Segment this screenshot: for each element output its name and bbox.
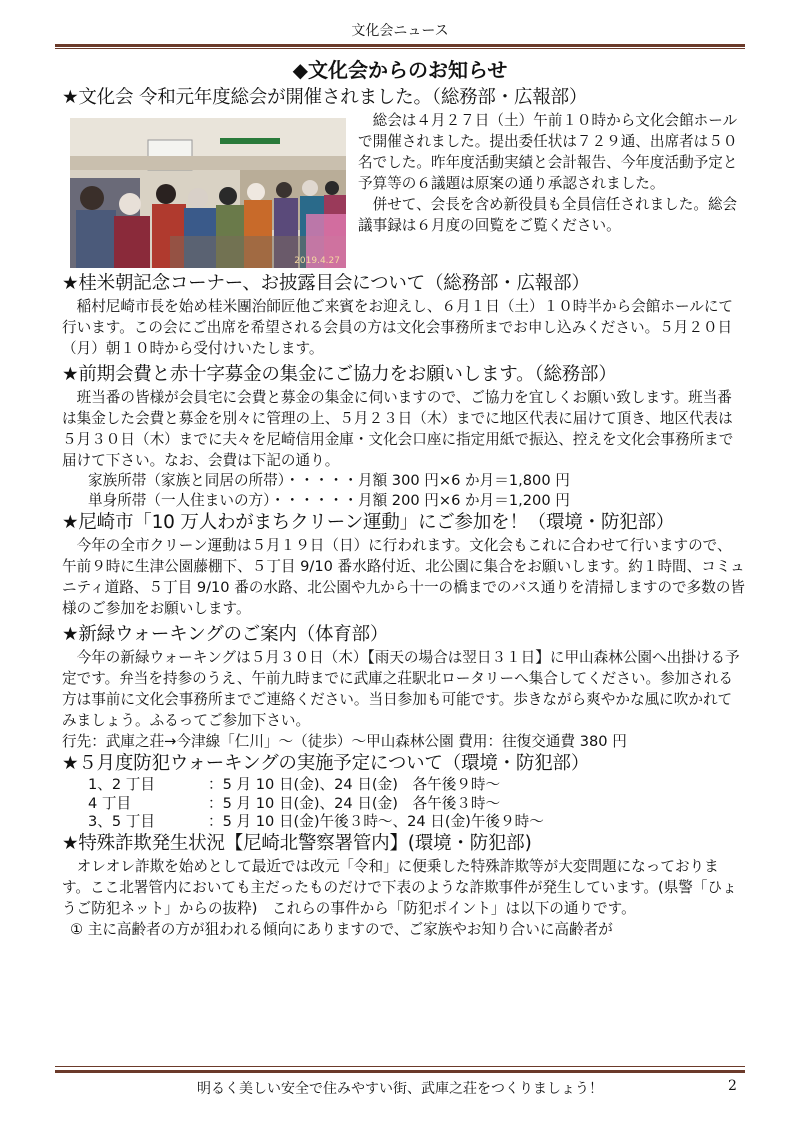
meeting-photo — [70, 118, 346, 268]
footer-rule-thin — [55, 1066, 745, 1067]
meeting-photo-image — [70, 118, 346, 268]
prevention-point-1: ① 主に高齢者の方が狙われる傾向にありますので、ご家族やお知り合いに高齢者が — [70, 920, 613, 938]
section-fraud-status — [62, 832, 746, 940]
footer-slogan: 明るく美しい安全で住みやすい街、武庫之荘をつくりましょう！ — [197, 1081, 603, 1097]
schedule-row — [62, 776, 746, 795]
section-paragraph: 総会は４月２７日（土）午前１０時から文化会館ホールで開催されました。提出委任状は７２９通、出席者は５０名でした。昨年度活動実績と会計報告、今年度活動予定と予算等の６議題は原案の通り承認されました。 — [358, 112, 738, 192]
section-paragraph: 班当番の皆様が会員宅に会費と募金の集金に伺いますので、ご協力を宜しくお願い致します。班当番は集金した会費と募金を別々に管理の上、５月２３日（木）までに地区代表に届けて頂き、地区代表は５月３０日（木）までに夫々を尼崎信用金庫・文化会口座に指定用紙で振込、控えを文化会事務所まで届けて下さい。なお、会費は下記の通り。 — [62, 389, 734, 469]
fee-family: 家族所帯（家族と同居の所帯）・・・・・月額 300 円×6 か月＝1,800 円 — [88, 472, 570, 489]
schedule-area: 3、5 丁目 — [88, 813, 155, 830]
section-beicho-corner — [62, 272, 746, 359]
section-heading: ★桂米朝記念コーナー、お披露目会について（総務部・広報部） — [62, 273, 590, 294]
section-paragraph: 今年の新緑ウォーキングは５月３０日（木）【雨天の場合は翌日３１日】に甲山森林公園へ出掛ける予定です。弁当を持参のうえ、午前九時までに武庫之荘駅北ロータリーへ集合してください。参加される方は事前に文化会事務所までご連絡ください。当日参加も可能です。歩きながら爽やかな風に吹かれてみましょう。ふるってご参加下さい。 — [62, 649, 740, 729]
section-heading: ★尼崎市「10 万人わがまちクリーン運動」にご参加を！（環境・防犯部） — [62, 512, 675, 533]
section-paragraph: オレオレ詐欺を始めとして最近では改元「令和」に便乗した特殊詐欺等が大変問題になっております。ここ北署管内においても主だったものだけで下表のような詐欺事件が発生しています。(県警「ひょうご防犯ネット」からの抜粋) これらの事件から「防犯ポイント」は以下の通りです。 — [62, 857, 737, 917]
section-paragraph: 稲村尼崎市長を始め桂米團治師匠他ご来賓をお迎えし、６月１日（土）１０時半から会館ホールにて行います。この会にご出席を希望される会員の方は文化会事務所までお申し込みください。５月２０日（月）朝１０時から受付けいたします。 — [62, 298, 734, 357]
page-title: ◆文化会からのお知らせ — [292, 58, 508, 82]
schedule-time: ：5 月 10 日(金)午後３時～、24 日(金)午後９時～ — [208, 813, 544, 830]
section-clean-campaign — [62, 511, 746, 619]
section-membership-fees — [62, 363, 746, 511]
section-heading: ★５月度防犯ウォーキングの実施予定について（環境・防犯部） — [62, 753, 590, 774]
section-general-meeting — [62, 86, 746, 272]
schedule-time: ：5 月 10 日(金)、24 日(金) 各午後３時～ — [208, 794, 501, 812]
section-patrol-walking — [62, 752, 746, 832]
patrol-schedule — [62, 776, 746, 832]
page-number: 2 — [728, 1078, 737, 1094]
section-heading: ★前期会費と赤十字募金の集金にご協力をお願いします。（総務部） — [62, 364, 617, 385]
schedule-area: 4 丁目 — [88, 794, 132, 812]
section-heading: ★文化会 令和元年度総会が開催されました。（総務部・広報部） — [62, 87, 588, 108]
section-heading: ★新緑ウォーキングのご案内（体育部） — [62, 624, 389, 645]
schedule-row — [62, 813, 746, 832]
walking-route: 行先：武庫之荘→今津線「仁川」～（徒歩）～甲山森林公園 費用：往復交通費 380 円 — [62, 733, 627, 750]
schedule-time: ：5 月 10 日(金)、24 日(金) 各午後９時～ — [208, 776, 501, 793]
header-rule-thin — [55, 48, 745, 49]
section-heading: ★特殊詐欺発生状況【尼崎北警察署管内】(環境・防犯部) — [62, 832, 532, 854]
section-walking — [62, 623, 746, 752]
newsletter-title: 文化会ニュース — [351, 23, 449, 39]
header-rule — [55, 44, 745, 47]
article-body — [62, 86, 746, 940]
footer-rule — [55, 1070, 745, 1073]
section-paragraph: 併せて、会長を含め新役員も全員信任されました。総会議事録は６月度の回覧をご覧ください。 — [358, 196, 738, 234]
schedule-area: 1、2 丁目 — [88, 776, 155, 793]
fee-single: 単身所帯（一人住まいの方）・・・・・・月額 200 円×6 か月＝1,200 円 — [88, 492, 570, 509]
section-paragraph: 今年の全市クリーン運動は５月１９日（日）に行われます。文化会もこれに合わせて行いますので、午前９時に生津公園藤棚下、５丁目 9/10 番水路付近、北公園に集合をお願いします。約１時間、コミュニティ道路、５丁目 9/10 番の水路、北公園や九から十一の橋までのバス通りを清掃しますので多数の皆様のご参加をお願いします。 — [62, 537, 746, 617]
schedule-row — [62, 795, 746, 814]
photo-date-stamp: 2019.4.27 — [294, 256, 340, 266]
